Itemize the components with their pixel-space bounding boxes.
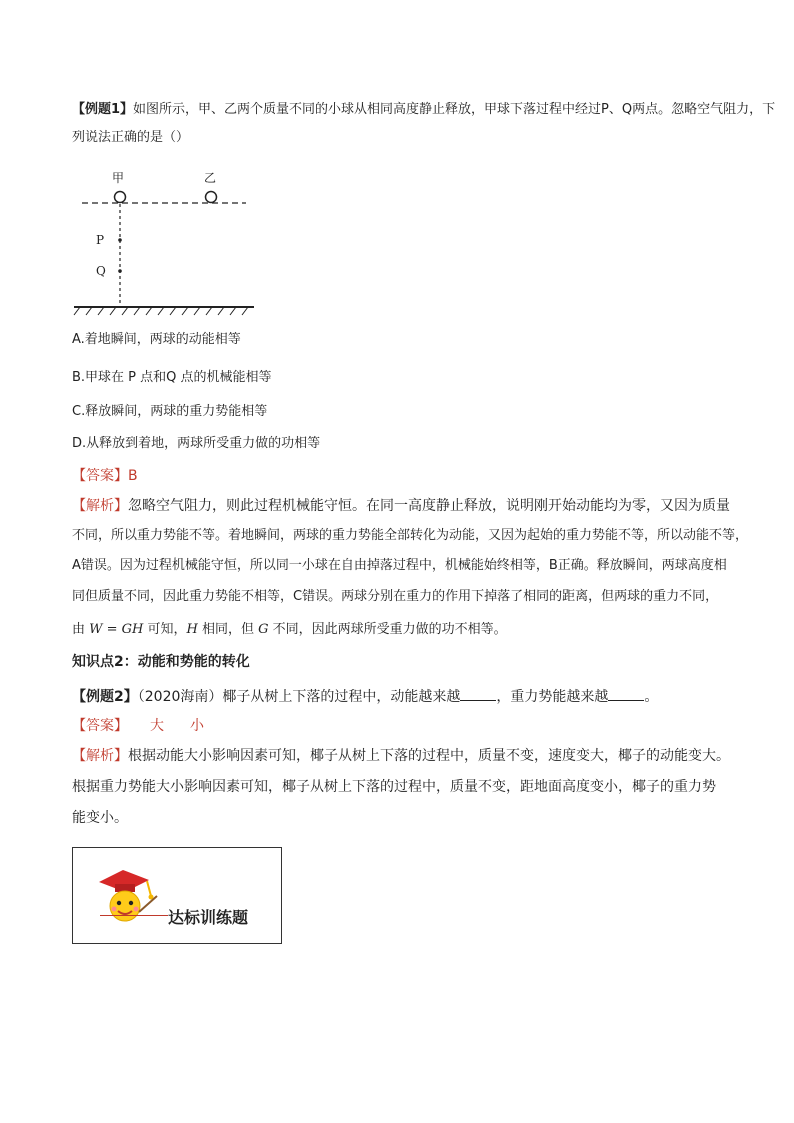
answer1 xyxy=(72,466,138,486)
example1-tag: 【例题1】 xyxy=(72,102,134,117)
analysis1-line1 xyxy=(72,496,730,516)
training-box-title: 达标训练题 xyxy=(168,908,249,927)
example2-text-b: ，重力势能越来越 xyxy=(496,689,609,705)
ball-yi xyxy=(206,192,217,203)
var-g: G xyxy=(258,622,269,637)
example1-question-line1 xyxy=(72,100,775,120)
label-jia: 甲 xyxy=(112,171,125,185)
analysis2-text-1: 根据动能大小影响因素可知，椰子从树上下落的过程中，质量不变，速度变大，椰子的动能变大。 xyxy=(128,748,730,764)
option-b: B.甲球在 P 点和Q 点的机械能相等 xyxy=(72,370,272,385)
graduate-mascot-icon xyxy=(93,860,163,930)
analysis1-tag: 【解析】 xyxy=(72,498,128,514)
answer1-tag: 【答案】 xyxy=(72,468,128,484)
label-p: P xyxy=(96,233,105,247)
analysis1-last-mid1: 可知， xyxy=(143,622,187,637)
answer1-value: B xyxy=(128,468,138,484)
analysis1-line4: 同但质量不同，因此重力势能不相等，C错误。两球分别在重力的作用下掉落了相同的距离，但两球的重力不同， xyxy=(72,589,719,604)
example2-tag: 【例题2】 xyxy=(72,689,138,705)
example1-text-1: 如图所示，甲、乙两个质量不同的小球从相同高度静止释放，甲球下落过程中经过P、Q两点。忽略空气阻力，下 xyxy=(133,102,776,117)
analysis2-line2: 根据重力势能大小影响因素可知，椰子从树上下落的过程中，质量不变，距地面高度变小，椰子的重力势 xyxy=(72,779,716,795)
blank-1 xyxy=(460,686,496,701)
answer2-tag: 【答案】 xyxy=(72,718,128,734)
answer2-value2: 小 xyxy=(190,718,204,734)
answer2-value1: 大 xyxy=(150,718,164,734)
example2-source: （2020海南） xyxy=(137,689,223,705)
analysis1-last-post: 不同，因此两球所受重力做的功不相等。 xyxy=(268,622,507,637)
example2-text-a: 椰子从树上下落的过程中，动能越来越 xyxy=(222,689,461,705)
label-yi: 乙 xyxy=(204,171,217,185)
training-box xyxy=(72,847,282,944)
analysis1-text-1: 忽略空气阻力，则此过程机械能守恒。在同一高度静止释放，说明刚开始动能均为零，又因为质量 xyxy=(128,498,730,514)
point-p xyxy=(118,238,122,242)
analysis1-last-pre: 由 xyxy=(72,622,90,637)
analysis1-line2: 不同，所以重力势能不等。着地瞬间，两球的重力势能全部转化为动能，又因为起始的重力势能不等，所以动能不等， xyxy=(72,528,749,543)
example2-text-c: 。 xyxy=(644,689,659,705)
ball-jia xyxy=(115,192,126,203)
answer2 xyxy=(72,716,204,736)
option-d: D.从释放到着地，两球所受重力做的功相等 xyxy=(72,436,321,451)
label-q: Q xyxy=(96,264,106,278)
option-a: A.着地瞬间，两球的动能相等 xyxy=(72,332,241,347)
option-c: C.释放瞬间，两球的重力势能相等 xyxy=(72,404,268,419)
analysis2-line1 xyxy=(72,746,730,766)
ground-hatching xyxy=(74,307,248,315)
analysis1-last-mid2: 相同，但 xyxy=(197,622,259,637)
var-h: H xyxy=(186,622,198,637)
point-q xyxy=(118,269,122,273)
analysis2-line3: 能变小。 xyxy=(72,810,128,826)
physics-figure xyxy=(72,160,262,320)
section2-title: 知识点2：动能和势能的转化 xyxy=(72,654,250,670)
formula-w-gh: W = GH xyxy=(89,622,144,637)
analysis1-line5 xyxy=(72,620,507,640)
example2-question xyxy=(72,686,658,707)
blank-2 xyxy=(608,686,644,701)
example1-question-line2: 列说法正确的是（） xyxy=(72,130,190,145)
analysis1-line3: A错误。因为过程机械能守恒，所以同一小球在自由掉落过程中，机械能始终相等，B正确。释放瞬间，两球高度相 xyxy=(72,558,727,573)
analysis2-tag: 【解析】 xyxy=(72,748,128,764)
title-underline xyxy=(100,915,168,916)
